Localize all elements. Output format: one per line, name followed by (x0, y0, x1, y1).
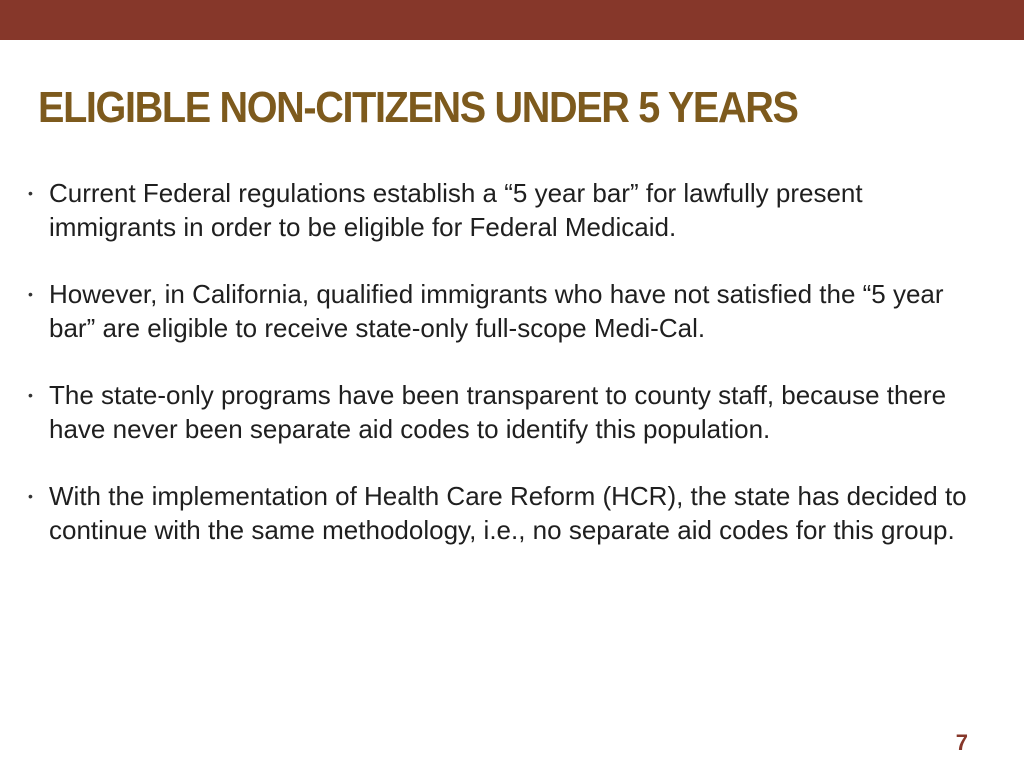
bullet-marker: • (28, 387, 33, 403)
bullet-text: Current Federal regulations establish a “5 year bar” for lawfully present immigrants in order to be eligible for Federal Medicaid. (49, 178, 863, 242)
slide-title: ELIGIBLE NON-CITIZENS UNDER 5 YEARS (38, 83, 798, 132)
bullet-marker: • (28, 286, 33, 302)
top-accent-bar (0, 0, 1024, 40)
bullet-marker: • (28, 488, 33, 504)
bullet-text: The state-only programs have been transparent to county staff, because there have never been separate aid codes to identify this population. (49, 380, 947, 444)
bullet-list (28, 176, 988, 580)
bullet-text: However, in California, qualified immigrants who have not satisfied the “5 year bar” are eligible to receive state-only full-scope Medi-Cal. (49, 279, 944, 343)
bullet-marker: • (28, 185, 33, 201)
bullet-item (28, 176, 988, 244)
bullet-text: With the implementation of Health Care Reform (HCR), the state has decided to continue with the same methodology, i.e., no separate aid codes for this group. (49, 481, 967, 545)
bullet-item (28, 277, 988, 345)
bullet-item (28, 479, 988, 547)
page-number: 7 (955, 730, 968, 755)
bullet-item (28, 378, 988, 446)
